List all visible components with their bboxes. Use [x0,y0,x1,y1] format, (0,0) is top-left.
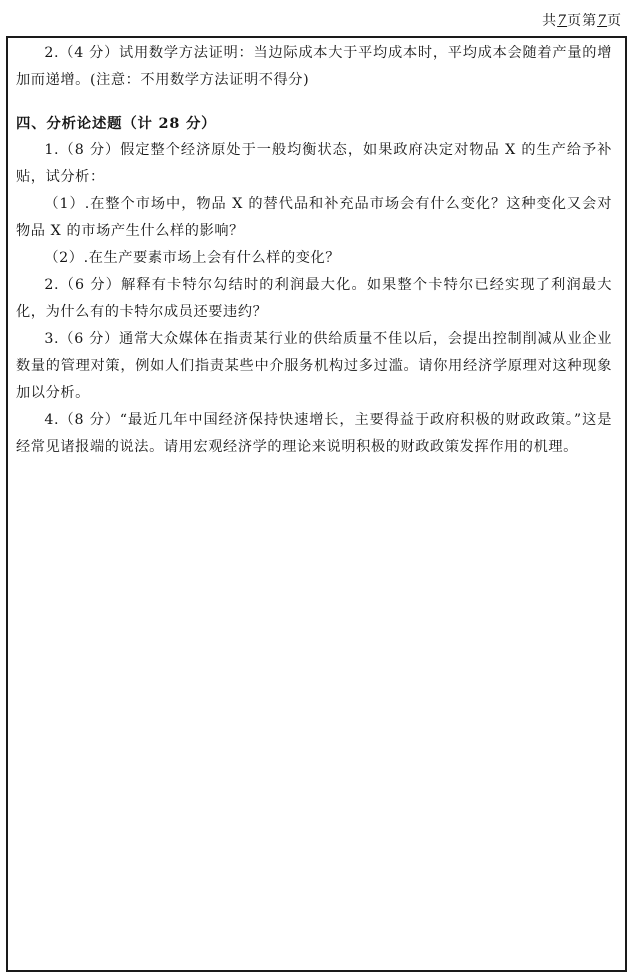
question-4-3: 3.（6 分）通常大众媒体在指责某行业的供给质量不佳以后，会提出控制削减从业企业数量的管理对策，例如人们指责某些中介服务机构过多过滥。请你用经济学原理对这种现象加以分析。 [16,331,612,401]
question-4-1-part-1: （1）.在整个市场中，物品 X 的替代品和补充品市场会有什么变化？这种变化又会对物品 X 的市场产生什么样的影响？ [16,196,612,239]
exam-content [16,40,612,461]
page-number-suffix: 页 [607,13,622,29]
question-4-1-part-2: （2）.在生产要素市场上会有什么样的变化？ [44,250,341,266]
question-4-4: 4.（8 分）“最近几年中国经济保持快速增长，主要得益于政府积极的财政政策。”这是经常见诸报端的说法。请用宏观经济学的理论来说明积极的财政政策发挥作用的机理。 [16,412,612,455]
page-number-prefix: 共 [542,13,558,29]
section-4-heading: 四、分析论述题（计 28 分） [16,115,217,132]
question-4-1: 1.（8 分）假定整个经济原处于一般均衡状态，如果政府决定对物品 X 的生产给予补贴，试分析： [16,142,612,185]
question-3-2: 2.（4 分）试用数学方法证明：当边际成本大于平均成本时，平均成本会随着产量的增加而递增。(注意：不用数学方法证明不得分) [16,45,612,88]
page-number-middle: 页第 [567,13,598,29]
page-number [542,10,622,30]
page-number-current: 7 [597,13,607,29]
question-4-2: 2.（6 分）解释有卡特尔勾结时的利润最大化。如果整个卡特尔已经实现了利润最大化，为什么有的卡特尔成员还要违约？ [16,277,612,320]
page-number-total: 7 [557,13,568,29]
